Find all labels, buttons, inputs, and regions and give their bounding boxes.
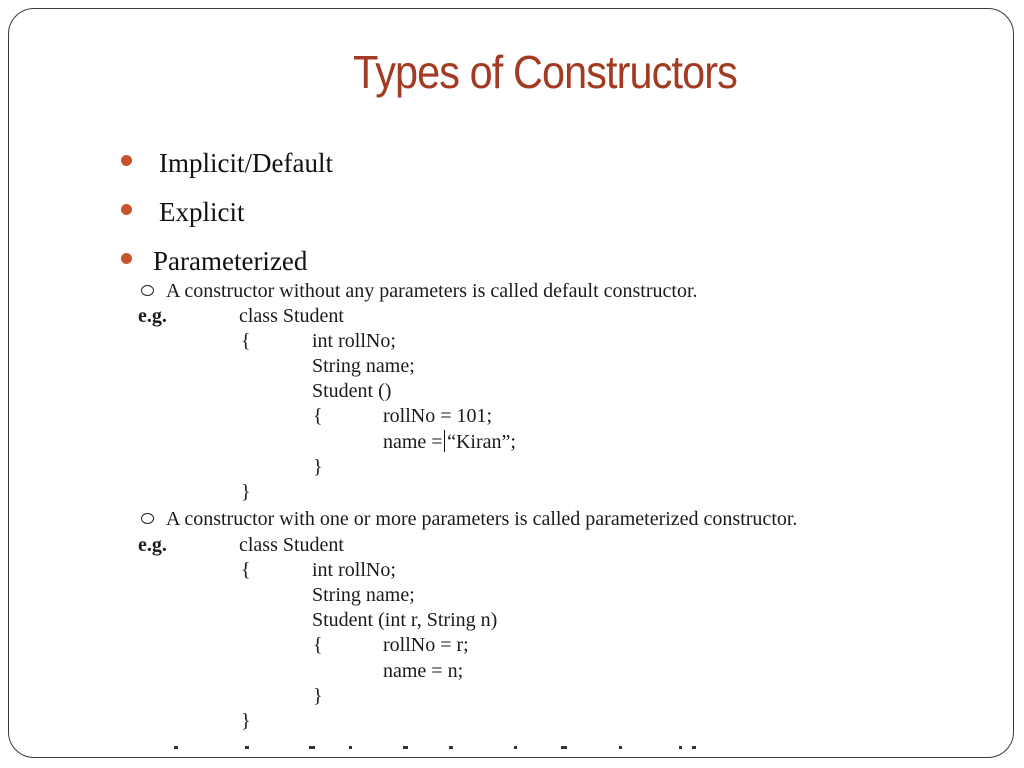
code-line: } (313, 685, 323, 707)
code-line: { (241, 330, 251, 352)
cropped-text-fragment (309, 746, 315, 749)
cropped-text-fragment (403, 746, 408, 749)
code-line: String name; (312, 355, 415, 377)
cropped-text-fragment (692, 746, 696, 749)
text-cursor-icon (444, 430, 446, 452)
bullet-dot-icon (121, 253, 132, 264)
parameterized-constructor-description (141, 507, 797, 531)
code-line: class Student (239, 534, 344, 556)
code-line: Student () (312, 380, 392, 402)
cropped-text-fragment (561, 746, 567, 749)
cropped-text-fragment (449, 746, 453, 749)
code-line: { (313, 405, 323, 427)
code-text: name = (383, 431, 443, 453)
code-line: } (241, 710, 251, 732)
code-line-with-cursor (383, 430, 516, 454)
code-line: class Student (239, 305, 344, 327)
code-line: Student (int r, String n) (312, 609, 498, 631)
code-text: “Kiran”; (447, 431, 516, 453)
example-label: e.g. (138, 305, 167, 327)
default-constructor-description (141, 279, 698, 303)
code-line: rollNo = r; (383, 634, 469, 656)
bullet-label: Parameterized (153, 246, 308, 276)
cropped-text-fragment (514, 746, 517, 749)
cropped-text-fragment (245, 746, 249, 749)
description-text: A constructor without any parameters is called default constructor. (166, 280, 698, 302)
code-line: String name; (312, 584, 415, 606)
cropped-text-fragment (619, 746, 622, 749)
bullet-label: Implicit/Default (159, 148, 333, 178)
cropped-text-fragment (679, 746, 682, 749)
code-line: int rollNo; (312, 330, 396, 352)
code-line: name = n; (383, 660, 464, 682)
bullet-label: Explicit (159, 197, 245, 227)
slide-frame (8, 8, 1014, 758)
cropped-text-fragment (174, 746, 178, 749)
code-line: rollNo = 101; (383, 405, 493, 427)
bullet-dot-icon (121, 155, 132, 166)
circle-bullet-icon (141, 285, 154, 296)
code-line: { (313, 634, 323, 656)
code-line: } (313, 456, 323, 478)
cropped-text-fragment (349, 746, 352, 749)
bullet-dot-icon (121, 204, 132, 215)
slide-title: Types of Constructors (353, 46, 737, 98)
code-line: { (241, 559, 251, 581)
code-line: } (241, 481, 251, 503)
circle-bullet-icon (141, 513, 154, 524)
example-label: e.g. (138, 534, 167, 556)
code-line: int rollNo; (312, 559, 396, 581)
description-text: A constructor with one or more parameters is called parameterized constructor. (166, 508, 798, 530)
